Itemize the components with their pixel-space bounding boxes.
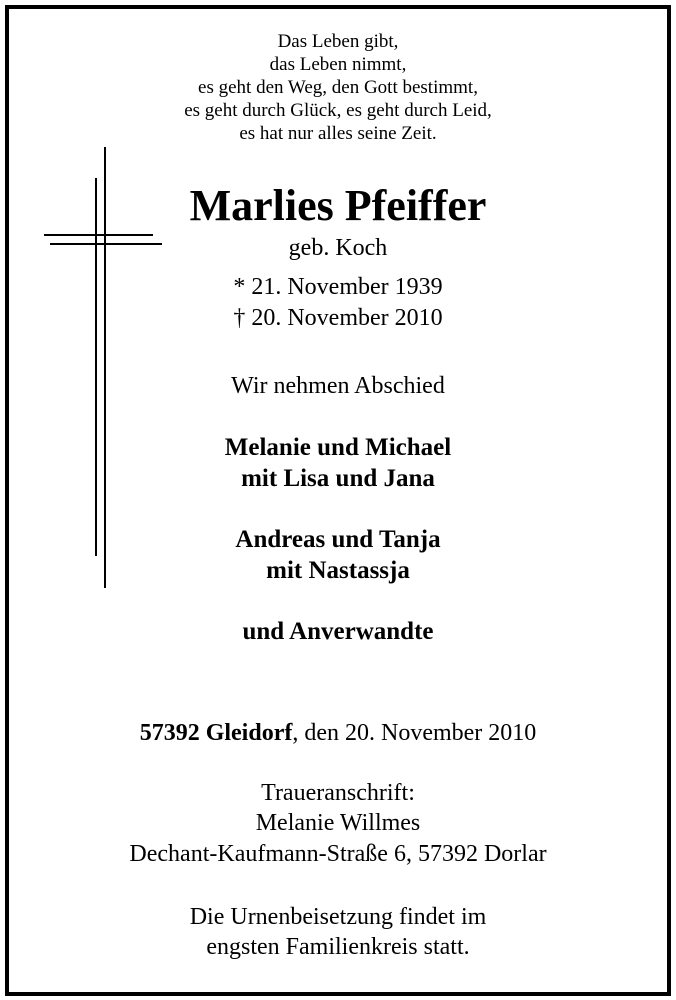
mourning-address-label: Traueranschrift: bbox=[261, 780, 415, 806]
poem-line-5: es hat nur alles seine Zeit. bbox=[239, 123, 437, 144]
farewell-text: Wir nehmen Abschied bbox=[231, 373, 445, 399]
mourning-address-street: Dechant-Kaufmann-Straße 6, 57392 Dorlar bbox=[129, 841, 547, 867]
family-group-1-line-1: Melanie und Michael bbox=[224, 434, 452, 461]
poem-line-4: es geht durch Glück, es geht durch Leid, bbox=[184, 100, 492, 121]
urn-burial-notice-line-1: Die Urnenbeisetzung findet im bbox=[189, 904, 487, 930]
date-text: , den 20. November 2010 bbox=[292, 720, 537, 746]
family-group-2-line-2: mit Nastassja bbox=[266, 557, 410, 584]
birth-date: * 21. November 1939 bbox=[233, 274, 443, 300]
mourning-address-name: Melanie Willmes bbox=[255, 810, 421, 836]
place-date bbox=[0, 718, 676, 748]
urn-burial-notice-line-2: engsten Familienkreis statt. bbox=[206, 934, 470, 960]
family-group-1-line-2: mit Lisa und Jana bbox=[241, 465, 435, 492]
deceased-name: Marlies Pfeiffer bbox=[189, 181, 487, 230]
poem-line-1: Das Leben gibt, bbox=[277, 31, 399, 52]
death-date: † 20. November 2010 bbox=[233, 305, 443, 331]
poem-line-2: das Leben nimmt, bbox=[269, 54, 407, 75]
birth-name: geb. Koch bbox=[288, 235, 388, 261]
relatives-text: und Anverwandte bbox=[242, 618, 434, 645]
poem-line-3: es geht den Weg, den Gott bestimmt, bbox=[198, 77, 478, 98]
place-name: 57392 Gleidorf bbox=[139, 720, 293, 746]
family-group-2-line-1: Andreas und Tanja bbox=[235, 526, 441, 553]
